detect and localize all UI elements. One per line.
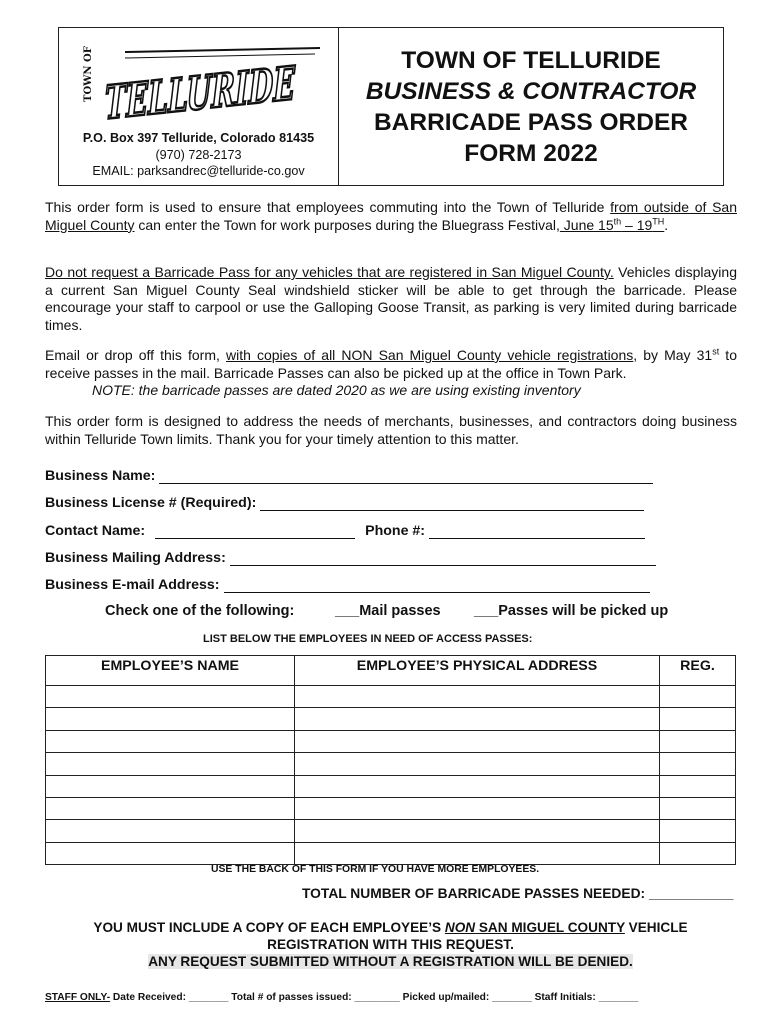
header-logo-panel: [59, 28, 412, 185]
address-cell[interactable]: [295, 797, 660, 819]
intro-paragraph-1: This order form is used to ensure that employees commuting into the Town of Telluride from outside of San Miguel County can enter the Town for work purposes during the Bluegrass Festival, June 15th – 19TH.: [45, 199, 737, 233]
telluride-logo: [75, 34, 412, 130]
name-cell[interactable]: [46, 730, 295, 752]
business-name-line[interactable]: [159, 469, 653, 484]
total-passes-line[interactable]: TOTAL NUMBER OF BARRICADE PASSES NEEDED: ___________: [302, 886, 734, 901]
business-license-label: Business License # (Required):: [45, 495, 257, 511]
table-row: [46, 820, 736, 842]
table-row: [46, 753, 736, 775]
address-cell[interactable]: [295, 820, 660, 842]
business-license-line[interactable]: [260, 496, 644, 511]
header-address: [59, 130, 338, 180]
name-cell[interactable]: [46, 775, 295, 797]
address-cell[interactable]: [295, 708, 660, 730]
employee-table: [45, 655, 736, 865]
employee-name-header: EMPLOYEE’S NAME: [46, 656, 295, 686]
phone-line[interactable]: [429, 524, 645, 539]
table-row: [46, 730, 736, 752]
contact-name-line[interactable]: [155, 524, 355, 539]
reg-cell[interactable]: [660, 820, 736, 842]
name-cell[interactable]: [46, 842, 295, 864]
mailing-address-line[interactable]: [230, 551, 656, 566]
name-cell[interactable]: [46, 753, 295, 775]
phone-line: (970) 728-2173: [155, 147, 242, 162]
staff-only-line: STAFF ONLY- Date Received: _______ Total # of passes issued: ________ Picked up/mailed: _______ Staff Initials: _______: [45, 992, 639, 1003]
address-cell[interactable]: [295, 753, 660, 775]
form-title: [366, 45, 696, 169]
table-row: [46, 708, 736, 730]
intro-paragraph-4: This order form is designed to address the needs of merchants, businesses, and contractors doing business within Telluride Town limits. Thank you for your timely attention to this matter.: [45, 413, 737, 447]
email-line: EMAIL: parksandrec@telluride-co.gov: [92, 164, 305, 178]
reg-cell[interactable]: [660, 730, 736, 752]
name-cell[interactable]: [46, 708, 295, 730]
email-address-line[interactable]: [224, 578, 650, 593]
mailing-address-field[interactable]: [45, 546, 656, 566]
title-line-2: BUSINESS & CONTRACTOR: [365, 77, 697, 105]
table-row: [46, 842, 736, 864]
reg-cell[interactable]: [660, 686, 736, 708]
address-cell[interactable]: [295, 730, 660, 752]
registration-header: REG.: [660, 656, 736, 686]
intro-paragraph-2: Do not request a Barricade Pass for any vehicles that are registered in San Miguel County. Vehicles displaying a current San Miguel County Seal windshield sticker will be able to get through the barricade. Please encourage your staff to carpool or use the Galloping Goose Transit, as parking is very limited during barricade times.: [45, 264, 737, 333]
table-row: [46, 775, 736, 797]
business-name-field[interactable]: [45, 464, 653, 484]
check-one-label: Check one of the following:: [105, 603, 295, 619]
title-line-3: BARRICADE PASS ORDER: [373, 108, 688, 136]
phone-label: Phone #:: [365, 523, 426, 539]
registration-requirement: YOU MUST INCLUDE A COPY OF EACH EMPLOYEE’S NON SAN MIGUEL COUNTY VEHICLE REGISTRATION WITH THIS REQUEST. ANY REQUEST SUBMITTED WITHOUT A REGISTRATION WILL BE DENIED.: [45, 919, 736, 970]
address-cell[interactable]: [295, 686, 660, 708]
form-header: [58, 27, 724, 186]
business-license-field[interactable]: [45, 491, 644, 511]
business-name-label: Business Name:: [45, 468, 156, 484]
email-address-field[interactable]: [45, 573, 650, 593]
employee-list-caption: LIST BELOW THE EMPLOYEES IN NEED OF ACCESS PASSES:: [203, 633, 533, 645]
inventory-note: NOTE: the barricade passes are dated 2020 as we are using existing inventory: [92, 382, 581, 399]
name-cell[interactable]: [46, 797, 295, 819]
contact-name-label: Contact Name:: [45, 523, 146, 539]
mailing-address-label: Business Mailing Address:: [45, 550, 226, 566]
reg-cell[interactable]: [660, 797, 736, 819]
contact-name-field[interactable]: [45, 519, 645, 539]
title-line-1: TOWN OF TELLURIDE: [401, 46, 661, 74]
address-cell[interactable]: [295, 842, 660, 864]
picked-up-option[interactable]: ___Passes will be picked up: [474, 603, 669, 619]
intro-paragraph-3: Email or drop off this form, with copies of all NON San Miguel County vehicle registrations, by May 31st to receive passes in the mail. Barricade Passes can also be picked up at the office in Town Park. NOTE: the barricade passes are dated 2020 as we are using existing inventory: [45, 346, 737, 399]
table-row: [46, 686, 736, 708]
reg-cell[interactable]: [660, 775, 736, 797]
mail-passes-option[interactable]: ___Mail passes: [335, 603, 441, 619]
table-header-row: [46, 656, 736, 686]
back-of-form-note: USE THE BACK OF THIS FORM IF YOU HAVE MORE EMPLOYEES.: [211, 864, 540, 875]
employee-address-header: EMPLOYEE’S PHYSICAL ADDRESS: [295, 656, 660, 686]
table-row: [46, 797, 736, 819]
reg-cell[interactable]: [660, 708, 736, 730]
reg-cell[interactable]: [660, 842, 736, 864]
address-cell[interactable]: [295, 775, 660, 797]
name-cell[interactable]: [46, 686, 295, 708]
header-title-panel: [339, 28, 723, 185]
logo-main-text: TELLURIDE: [105, 43, 412, 130]
email-address-label: Business E-mail Address:: [45, 577, 220, 593]
denial-warning: ANY REQUEST SUBMITTED WITHOUT A REGISTRATION WILL BE DENIED.: [148, 954, 633, 969]
address-line: P.O. Box 397 Telluride, Colorado 81435: [82, 131, 315, 145]
title-line-4: FORM 2022: [464, 139, 598, 167]
logo-side-text: TOWN OF: [83, 46, 94, 102]
name-cell[interactable]: [46, 820, 295, 842]
requirement-line-2: REGISTRATION WITH THIS REQUEST.: [267, 937, 514, 952]
reg-cell[interactable]: [660, 753, 736, 775]
